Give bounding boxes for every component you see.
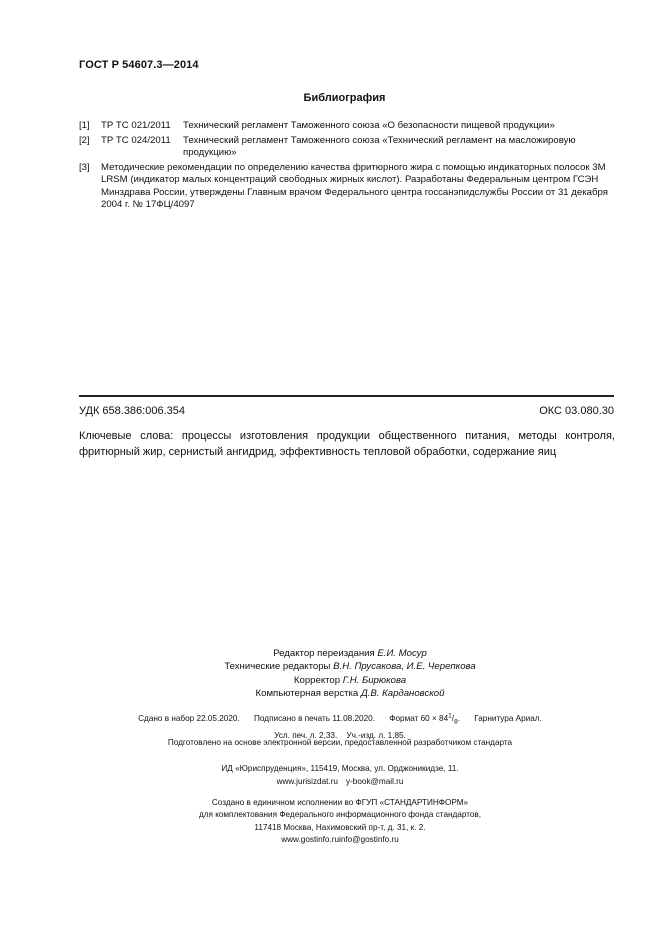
creator-line: Создано в единичном исполнении во ФГУП «СТАНДАРТИНФОРМ» [211, 798, 469, 807]
credit-names: Д.В. Кардановской [360, 687, 445, 699]
credit-line [150, 687, 550, 700]
credits-block [150, 647, 550, 700]
publisher-block [40, 763, 640, 788]
creator-contacts [40, 834, 640, 846]
entry-text: Методические рекомендации по определению качества фритюрного жира с помощью индикаторных полосок 3M LRSM (индикатор малых концентраций свободных жирных кислот). Разработаны Федеральным центром ГСЭН Минздрава России, утверждены Главным врачом Федерального центра госсанэпидслужбы России от 31 декабря 2004 г. № 17ФЦ/4097 [101, 161, 608, 210]
credit-line [150, 647, 550, 660]
publisher-address: ИД «Юриспруденция», 115419, Москва, ул. Орджоникидзе, 11. [221, 764, 459, 773]
credit-role: Редактор переиздания [273, 648, 375, 659]
bibliography-entry [79, 120, 615, 133]
prepared-note: Подготовлено на основе электронной версии, предоставленной разработчиком стандарта [167, 738, 513, 747]
submitted-date: Сдано в набор 22.05.2020. [138, 713, 240, 723]
bibliography-entry [79, 162, 615, 212]
keywords: Ключевые слова: процессы изготовления продукции общественного питания, методы контроля, фритюрный жир, сернистый ангидрид, эффективность тепловой обработки, содержание яиц [79, 430, 615, 458]
credit-role: Технические редакторы [224, 661, 331, 673]
bibliography-list [79, 120, 615, 214]
publisher-email-link[interactable]: y-book@mail.ru [345, 776, 404, 786]
credit-line [150, 660, 550, 673]
creator-line: 117418 Москва, Нахимовский пр-т, д. 31, к. 2. [254, 822, 426, 832]
entry-number: [1] [79, 120, 90, 131]
entry-text: Технический регламент Таможенного союза «О безопасности пищевой продукции» [183, 120, 555, 131]
creator-email-link[interactable]: info@gostinfo.ru [339, 834, 399, 844]
section-divider [79, 395, 614, 397]
print-sheets: Усл. печ. л. 2,33. [274, 730, 338, 740]
credit-role: Компьютерная верстка [255, 687, 359, 699]
paper-format: Формат $60 \times 84^1/_8$. [389, 712, 460, 726]
publisher-contacts [40, 776, 640, 789]
credit-names: Г.Н. Бирюкова [342, 674, 407, 686]
oks-code: ОКС 03.080.30 [539, 405, 614, 417]
entry-number: [2] [79, 134, 90, 146]
signed-date: Подписано в печать 11.08.2020. [254, 713, 375, 723]
bibliography-entry [79, 135, 615, 160]
imprint-line [40, 709, 640, 729]
bibliography-title: Библиография [303, 92, 386, 104]
credit-role: Корректор [293, 674, 341, 686]
credit-names: В.Н. Прусакова, И.Е. Черепкова [333, 661, 476, 673]
entry-text: Технический регламент Таможенного союза «Технический регламент на масложировую продукцию» [183, 134, 576, 158]
document-code: ГОСТ Р 54607.3—2014 [79, 59, 199, 71]
creator-block [40, 797, 640, 846]
entry-number: [3] [79, 161, 90, 173]
typeface: Гарнитура Ариал. [474, 713, 542, 723]
creator-site-link[interactable]: www.gostinfo.ru [281, 834, 340, 844]
creator-line: для комплектования Федерального информационного фонда стандартов, [198, 810, 482, 820]
entry-code: ТР ТС 024/2011 [101, 134, 171, 146]
entry-code: ТР ТС 021/2011 [101, 120, 171, 131]
publisher-site-link[interactable]: www.jurisizdat.ru [276, 776, 338, 786]
publishing-sheets: Уч.-изд. л. 1,85. [346, 730, 406, 740]
credit-line [150, 674, 550, 687]
udk-code: УДК 658.386:006.354 [79, 405, 185, 417]
credit-names: Е.И. Мосур [377, 648, 427, 659]
